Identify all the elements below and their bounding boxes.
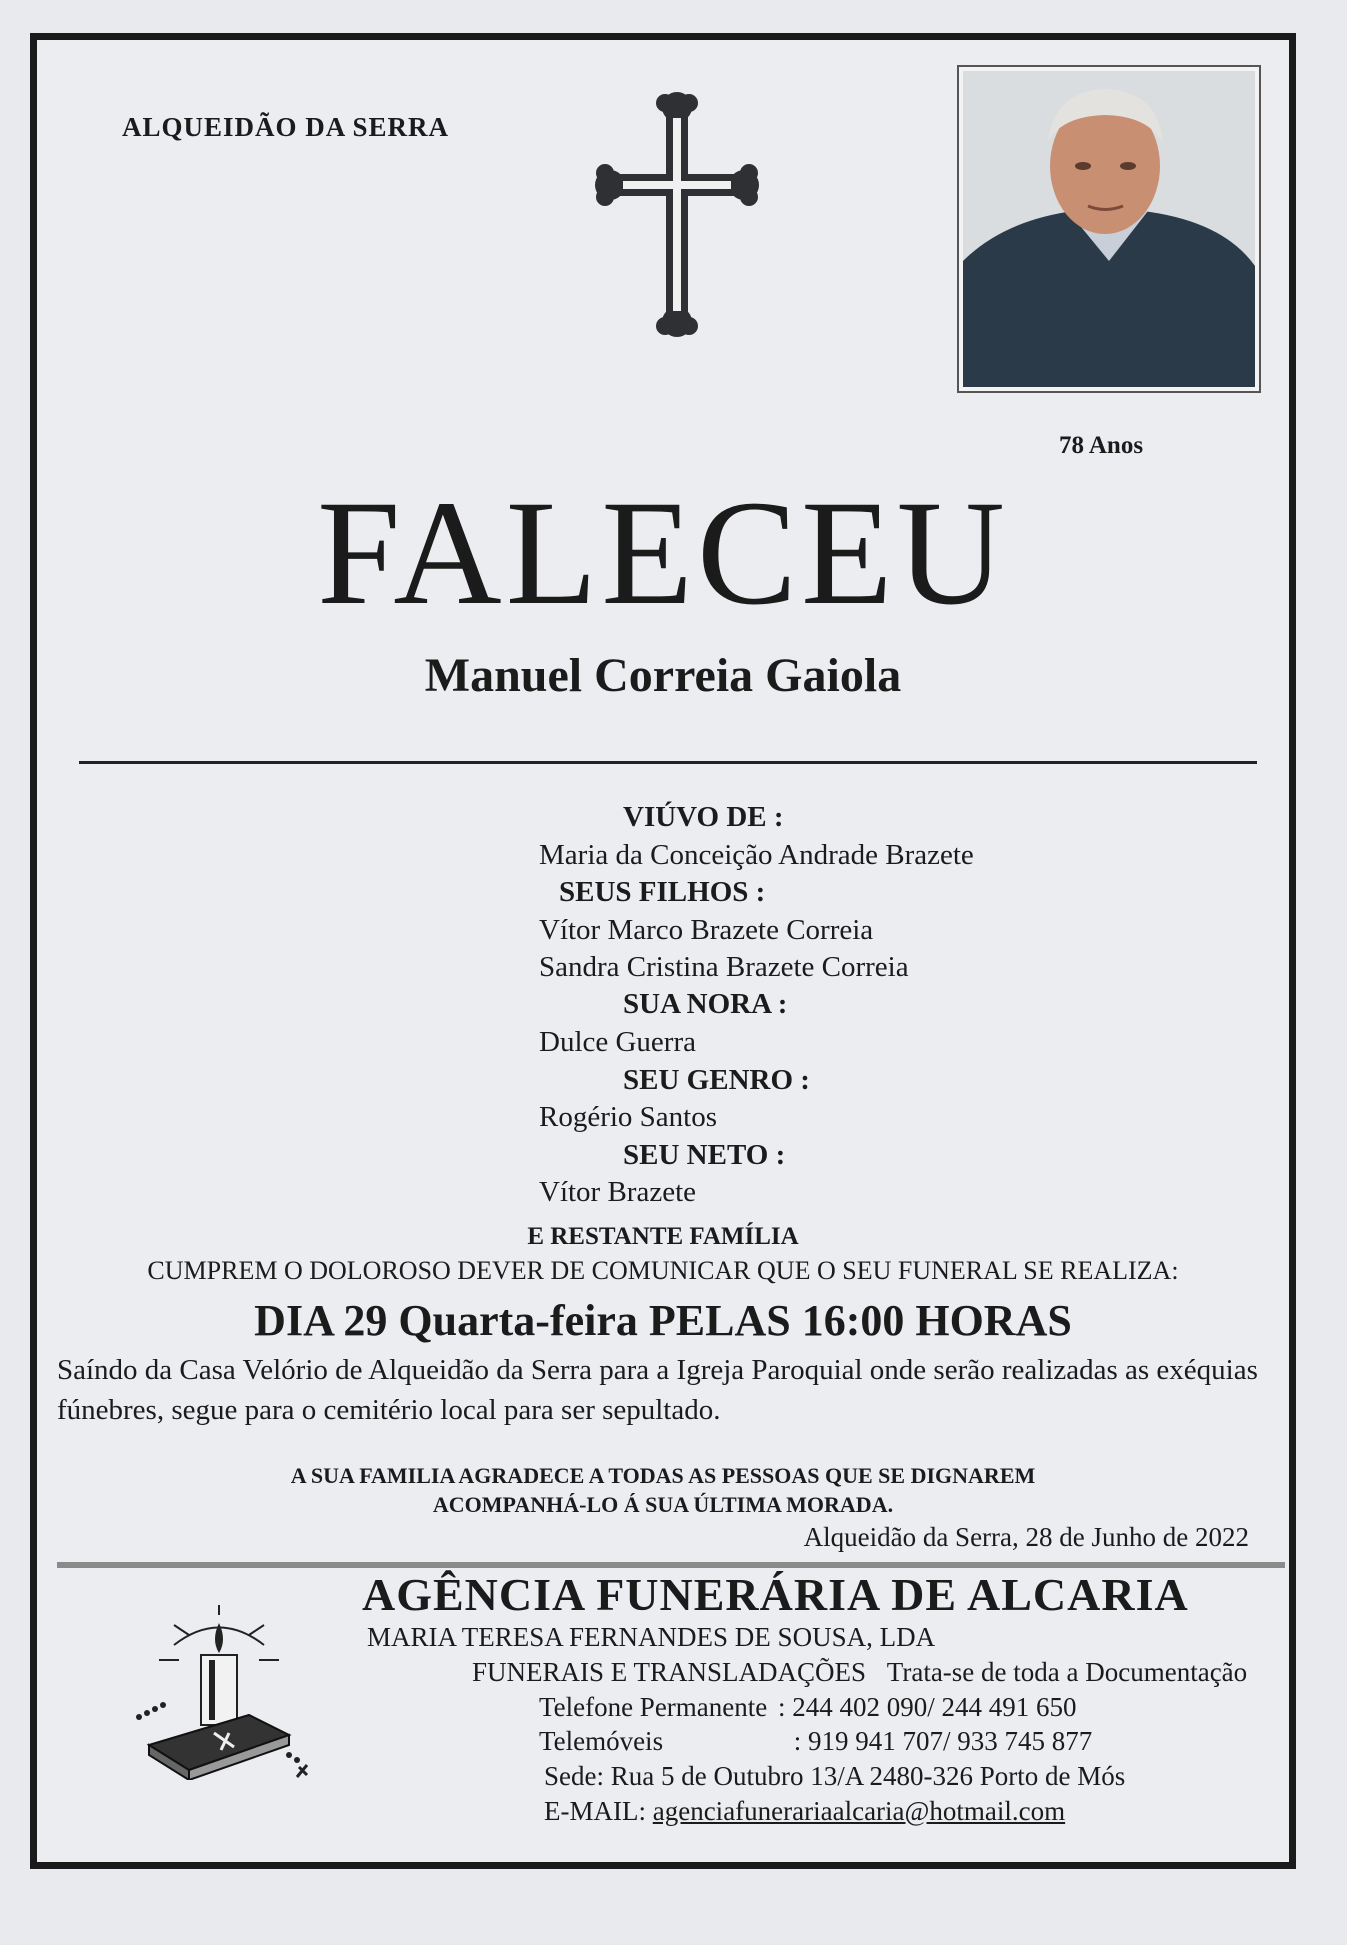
family-label-grandson: SEU NETO : [623, 1139, 786, 1171]
email-link[interactable]: agenciafunerariaalcaria@hotmail.com [652, 1796, 1066, 1826]
family-name: Vítor Brazete [539, 1176, 697, 1208]
mobile-label: Telemóveis [539, 1726, 664, 1756]
family-label-son-in-law: SEU GENRO : [623, 1064, 810, 1096]
family-name: Rogério Santos [539, 1101, 718, 1133]
agency-company: MARIA TERESA FERNANDES DE SOUSA, LDA [367, 1622, 936, 1652]
family-label-daughter-in-law: SUA NORA : [623, 988, 788, 1020]
thanks-line-1: A SUA FAMILIA AGRADECE A TODAS AS PESSOAS QUE SE DIGNAREM [290, 1463, 1036, 1488]
agency-documents: Trata-se de toda a Documentação [886, 1657, 1248, 1687]
mobile-number[interactable]: : 919 941 707/ 933 745 877 [793, 1726, 1093, 1756]
agency-name: AGÊNCIA FUNERÁRIA DE ALCARIA [362, 1569, 1189, 1620]
agency-mobile-row [539, 1726, 1092, 1757]
family-label-children: SEUS FILHOS : [559, 876, 766, 908]
family-label-widow: VIÚVO DE : [623, 801, 784, 833]
agency-email-row [544, 1796, 1065, 1827]
email-label: E-MAIL: [544, 1796, 646, 1826]
funeral-details: Saíndo da Casa Velório de Alqueidão da Serra para a Igreja Paroquial onde serão realizadas as exéquias fúnebres, segue para o cemitério local para ser sepultado. [57, 1354, 1258, 1426]
family-name: Vítor Marco Brazete Correia [539, 914, 874, 946]
agency-address: Sede: Rua 5 de Outubro 13/A 2480-326 Porto de Mós [544, 1761, 1126, 1791]
agency-services-text: FUNERAIS E TRANSLADAÇÕES [472, 1657, 867, 1687]
funeral-date-time: DIA 29 Quarta-feira PELAS 16:00 HORAS [254, 1296, 1072, 1345]
deceased-photo [957, 65, 1261, 393]
family-name: Sandra Cristina Brazete Correia [539, 951, 909, 983]
notice-date: Alqueidão da Serra, 28 de Junho de 2022 [803, 1522, 1249, 1552]
divider [79, 761, 1257, 764]
place-name: ALQUEIDÃO DA SERRA [122, 112, 450, 142]
portrait-image [963, 71, 1255, 387]
phone-label: Telefone Permanente [539, 1692, 768, 1722]
age-label: 78 Anos [1059, 432, 1144, 459]
obituary-notice [30, 33, 1296, 1869]
thanks-text [37, 1461, 1289, 1519]
phone-number[interactable]: : 244 402 090/ 244 491 650 [778, 1692, 1077, 1722]
family-name: Maria da Conceição Andrade Brazete [539, 839, 974, 871]
notice-title: FALECEU [317, 470, 1009, 636]
cross-icon [592, 90, 762, 340]
communication-line: CUMPREM O DOLOROSO DEVER DE COMUNICAR QUE O SEU FUNERAL SE REALIZA: [147, 1256, 1179, 1285]
candle-bible-icon [129, 1605, 309, 1780]
agency-services [472, 1657, 1247, 1688]
family-name: Dulce Guerra [539, 1026, 696, 1058]
rest-family: E RESTANTE FAMÍLIA [527, 1223, 799, 1250]
deceased-name: Manuel Correia Gaiola [424, 649, 902, 702]
thanks-line-2: ACOMPANHÁ-LO Á SUA ÚLTIMA MORADA. [432, 1492, 894, 1517]
agency-phone-row [539, 1692, 1077, 1723]
